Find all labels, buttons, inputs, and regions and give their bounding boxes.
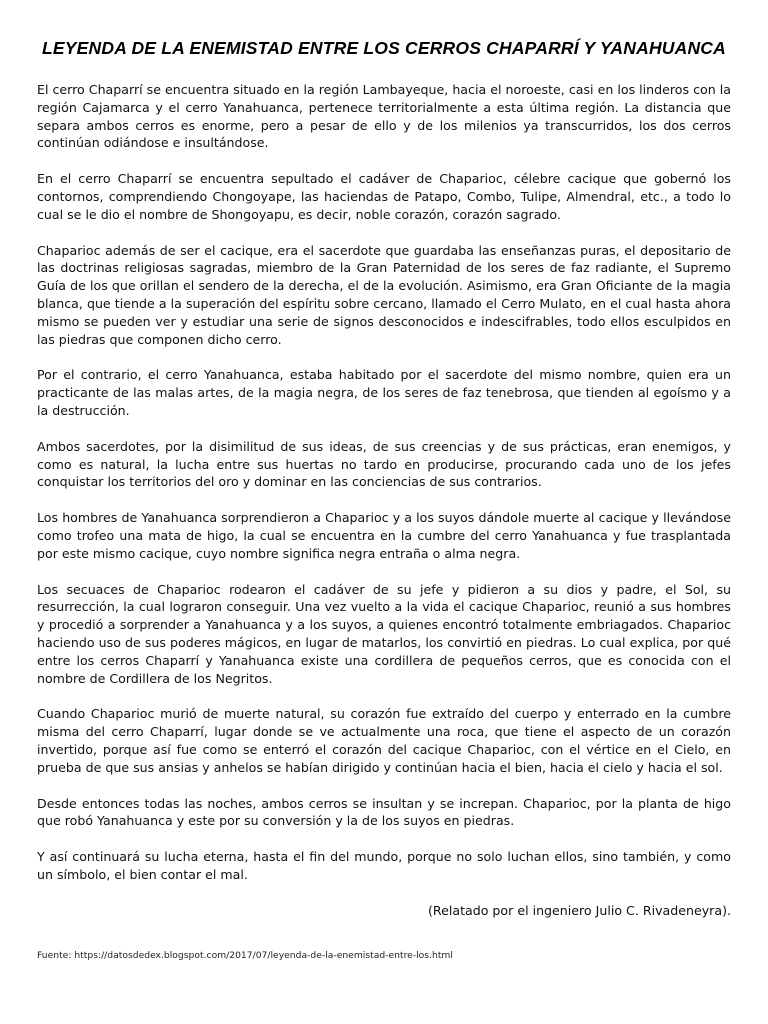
- document-body: [37, 81, 731, 884]
- paragraph: Por el contrario, el cerro Yanahuanca, estaba habitado por el sacerdote del mismo nombre, quien era un practicante de las malas artes, de la magia negra, de los seres de faz tenebrosa, que tienden al egoísmo y a la destrucción.: [37, 367, 731, 418]
- paragraph: Desde entonces todas las noches, ambos cerros se insultan y se increpan. Chaparioc, por la planta de higo que robó Yanahuanca y este por su conversión y la de los suyos en piedras.: [37, 795, 731, 829]
- paragraph: Chaparioc además de ser el cacique, era el sacerdote que guardaba las enseñanzas puras, el depositario de las doctrinas religiosas sagradas, miembro de la Gran Paternidad de los seres de faz radiante, el Supremo Guía de los que orillan el sendero de la derecha, el de la evolución. Asimismo, era Gran Oficiante de la magia blanca, que tiende a la superación del espíritu sobre cercano, llamado el Cerro Mulato, en el cual hasta ahora mismo se pueden ver y estudiar una serie de signos desconocidos e indescifrables, todo ellos esculpidos en las piedras que componen dicho cerro.: [37, 242, 731, 347]
- attribution-text: (Relatado por el ingeniero Julio C. Rivadeneyra).: [428, 902, 731, 918]
- paragraph: Y así continuará su lucha eterna, hasta el fin del mundo, porque no solo luchan ellos, sino también, y como un símbolo, el bien contar el mal.: [37, 849, 731, 882]
- source-footnote: Fuente: https://datosdedex.blogspot.com/2017/07/leyenda-de-la-enemistad-entre-los.html: [37, 950, 453, 962]
- paragraph: El cerro Chaparrí se encuentra situado en la región Lambayeque, hacia el noroeste, casi en los linderos con la región Cajamarca y el cerro Yanahuanca, pertenece territorialmente a esta última región. La distancia que separa ambos cerros es enorme, pero a pesar de ello y de los milenios ya transcurridos, los dos cerros continúan odiándose e insultándose.: [37, 82, 731, 151]
- paragraph: Ambos sacerdotes, por la disimilitud de sus ideas, de sus creencias y de sus prácticas, eran enemigos, y como es natural, la lucha entre sus huertas no tardo en producirse, procurando cada uno de los jefes conquistar los territorios del oro y dominar en las conciencias de sus contrarios.: [37, 438, 731, 490]
- paragraph: Los secuaces de Chaparioc rodearon el cadáver de su jefe y pidieron a su dios y padre, el Sol, su resurrección, la cual lograron conseguir. Una vez vuelto a la vida el cacique Chaparioc, reunió a sus hombres y procedió a sorprender a Yanahuanca y a los suyos, a quienes encontró totalmente embriagados. Chaparioc haciendo uso de sus poderes mágicos, en lugar de matarlos, los convirtió en piedras. Lo cual explica, por qué entre los cerros Chaparrí y Yanahuanca existe una cordillera de pequeños cerros, que es conocida con el nombre de Cordillera de los Negritos.: [37, 581, 731, 686]
- paragraph: Cuando Chaparioc murió de muerte natural, su corazón fue extraído del cuerpo y enterrado en la cumbre misma del cerro Chaparrí, lugar donde se ve actualmente una roca, que tiene el aspecto de un corazón invertido, porque así fue como se enterró el corazón del cacique Chaparioc, con el vértice en el Cielo, en prueba de que sus ansias y anhelos se habían dirigido y continúan hacia el bien, hacia el cielo y hacia el sol.: [37, 706, 731, 775]
- document-title: LEYENDA DE LA ENEMISTAD ENTRE LOS CERROS CHAPARRÍ Y YANAHUANCA: [42, 38, 726, 58]
- paragraph: Los hombres de Yanahuanca sorprendieron a Chaparioc y a los suyos dándole muerte al cacique y llevándose como trofeo una mata de higo, la cual se encuentra en la cumbre del cerro Yanahuanca y fue trasplantada por este mismo cacique, cuyo nombre significa negra entraña o alma negra.: [37, 510, 731, 561]
- paragraph: En el cerro Chaparrí se encuentra sepultado el cadáver de Chaparioc, célebre cacique que gobernó los contornos, comprendiendo Chongoyape, las haciendas de Patapo, Combo, Tulipe, Almendral, etc., a todo lo cual se le dio el nombre de Shongoyapu, es decir, noble corazón, corazón sagrado.: [37, 171, 731, 222]
